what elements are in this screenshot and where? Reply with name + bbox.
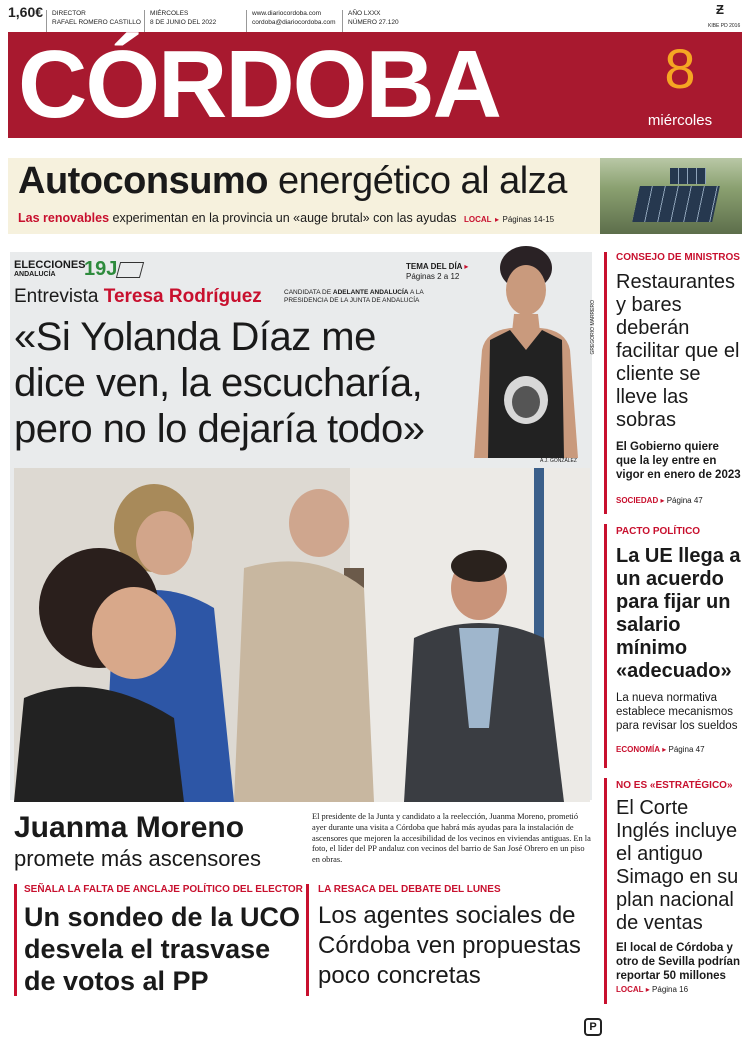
sidebar-story-1[interactable]: CONSEJO DE MINISTROS Restaurantes y bares deberán facilitar que el cliente se lleve las sobras El Gobierno quiere que la ley entre en vigor en enero de 2023 SOCIEDAD ▸ Página 47 [616, 252, 741, 505]
banner-headline: Autoconsumo energético al alza [18, 160, 567, 202]
elections-badge: ELECCIONES ANDALUCÍA [14, 259, 86, 278]
solar-panel-photo [600, 158, 742, 234]
issue-number: NÚMERO 27.120 [348, 19, 399, 26]
photo-story-name[interactable]: Juanma Moreno [14, 811, 245, 844]
sidebar-rule-3 [604, 778, 607, 1004]
main-photo [14, 468, 590, 802]
director-name: RAFAEL ROMERO CASTILLO [52, 19, 141, 26]
p-badge-icon: P [584, 1018, 602, 1036]
photo-credit: A.J. GONZÁLEZ [540, 458, 577, 464]
bottom-rule-1 [14, 884, 17, 996]
day-number: 8 [664, 37, 696, 100]
theme-of-day[interactable]: TEMA DEL DÍA ▸ Páginas 2 a 12 [406, 262, 469, 281]
elections-date: 19J [84, 258, 118, 280]
sidebar-rule-2 [604, 524, 607, 768]
bottom-rule-2 [306, 884, 309, 996]
sidebar-rule [604, 252, 607, 514]
portrait-photo [456, 240, 590, 458]
lead-quote[interactable]: «Si Yolanda Díaz me dice ven, la escucharía, pero no lo dejaría todo» [14, 315, 425, 451]
bottom-story-2[interactable]: LA RESACA DEL DEBATE DEL LUNES Los agentes sociales de Córdoba ven propuestas poco concretas [318, 884, 581, 989]
photo-story-sub: promete más ascensores [14, 846, 261, 871]
director-label: DIRECTOR [52, 10, 86, 17]
bottom-story-1[interactable]: SEÑALA LA FALTA DE ANCLAJE POLÍTICO DEL ELECTOR Un sondeo de la UCO desvela el trasvase de votos al PP [24, 884, 303, 996]
price: 1,60€ [8, 4, 44, 20]
date: 8 DE JUNIO DEL 2022 [150, 19, 217, 26]
ballot-box-icon [116, 262, 144, 278]
photo-story-body: El presidente de la Junta y candidato a la reelección, Juanma Moreno, prometió ayer durante una visita a Córdoba que habrá más ayudas para la instalación de ascensores que mejoren la accesibilidad de los vecinos en viviendas antiguas. En la foto, el líder del PP andaluz con vecinos del barrio de San José Obrero en un piso en obras. [312, 812, 591, 865]
candidate-role: CANDIDATA DE ADELANTE ANDALUCÍA A LA PRESIDENCIA DE LA JUNTA DE ANDALUCÍA [284, 289, 424, 304]
banner-subhead: Las renovables experimentan en la provincia un «auge brutal» con las ayudas LOCAL ▸ Páginas 14-15 [18, 211, 555, 225]
day-name: miércoles [647, 112, 713, 129]
sidebar-story-2[interactable]: PACTO POLÍTICO La UE llega a un acuerdo para fijar un salario mínimo «adecuado» La nueva normativa establece mecanismos para revisar los sueldos ECONOMÍA ▸ Página 47 [616, 526, 741, 754]
year: AÑO LXXX [348, 10, 381, 17]
website[interactable]: www.diariocordoba.com [252, 10, 322, 17]
top-info-bar [8, 2, 742, 32]
interview-line: Entrevista Teresa Rodríguez [14, 286, 262, 307]
masthead-title[interactable]: CÓRDOBA [18, 31, 500, 138]
portrait-credit: GREGORIO MARRERO [590, 300, 596, 355]
weekday: MIÉRCOLES [150, 10, 189, 17]
zeta-logo-icon: Ƶ [716, 2, 724, 17]
sidebar-story-3[interactable]: NO ES «ESTRATÉGICO» El Corte Inglés incluye el antiguo Simago en su plan nacional de ventas El local de Córdoba y otro de Sevilla podrían reportar 50 millones LOCAL ▸ Página 16 [616, 780, 740, 994]
email[interactable]: cordoba@diariocordoba.com [252, 19, 336, 26]
publisher-mark: KIBE PD 2016 [708, 23, 741, 29]
